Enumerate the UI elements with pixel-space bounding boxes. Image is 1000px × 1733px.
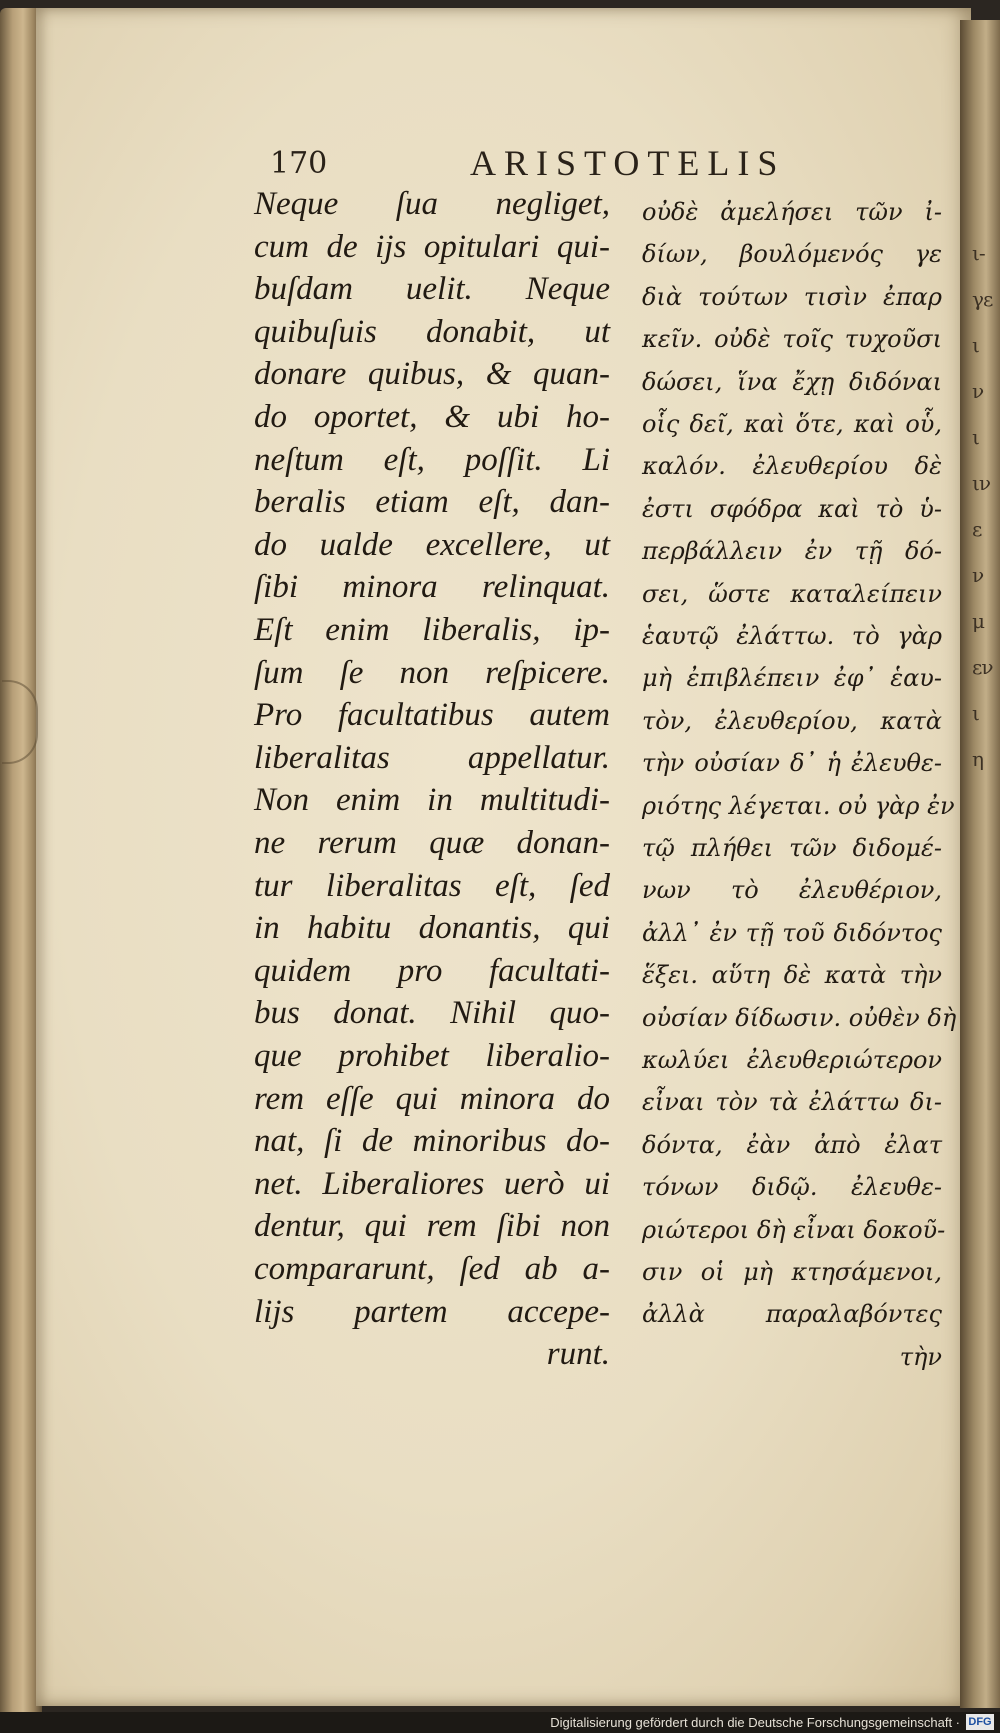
latin-line: donare quibus, & quan-	[254, 356, 610, 393]
latin-line: net. Liberaliores uerò ui	[254, 1165, 610, 1202]
latin-line: buſdam uelit. Neque	[254, 271, 610, 308]
latin-line: Pro facultatibus autem	[254, 697, 610, 734]
running-title: ARISTOTELIS	[470, 143, 786, 183]
greek-line: οὐσίαν δίδωσιν. οὐθὲν δὴ	[642, 1003, 957, 1032]
page-number: 170	[270, 146, 328, 181]
latin-line: rem eſſe qui minora do	[254, 1080, 610, 1117]
latin-line: do ualde excellere, ut	[254, 526, 610, 563]
latin-line: in habitu donantis, qui	[254, 910, 610, 947]
latin-line: beralis etiam eſt, dan-	[254, 484, 610, 521]
greek-line: δόντα, ἐὰν ἀπὸ ἐλατ	[642, 1130, 942, 1159]
greek-line: ἀλλ᾽ ἐν τῇ τοῦ διδόντος	[642, 918, 942, 947]
greek-line: ἀλλὰ παραλαβόντες	[642, 1300, 942, 1329]
greek-line: τόνων διδῷ. ἐλευθε-	[642, 1173, 942, 1202]
latin-line: ſibi minora relinquat.	[254, 569, 610, 606]
latin-line: cum de ijs opitulari qui-	[254, 228, 610, 265]
latin-line: neſtum eſt, poſſit. Li	[254, 441, 610, 478]
latin-line: do oportet, & ubi ho-	[254, 399, 610, 435]
greek-line: ἑαυτῷ ἐλάττω. τὸ γὰρ	[642, 622, 942, 650]
greek-line: τὸν, ἐλευθερίου, κατὰ	[642, 706, 942, 735]
latin-line: dentur, qui rem ſibi non	[254, 1208, 610, 1245]
greek-line: τῷ πλήθει τῶν διδομέ-	[642, 834, 942, 862]
greek-line: τὴν	[899, 1342, 942, 1371]
latin-line: nat, ſi de minoribus do-	[254, 1123, 610, 1160]
greek-line: ἐστι σφόδρα καὶ τὸ ὑ-	[642, 494, 942, 523]
dfg-logo: DFG	[966, 1714, 994, 1730]
latin-line: runt.	[546, 1336, 610, 1373]
latin-line: tur liberalitas eſt, ſed	[254, 867, 610, 904]
latin-line: compararunt, ſed ab a-	[254, 1251, 610, 1287]
greek-line: διὰ τούτων τισὶν ἐπαρ	[642, 282, 942, 311]
latin-line: quidem pro facultati-	[254, 952, 610, 989]
greek-line: κεῖν. οὐδὲ τοῖς τυχοῦσι	[642, 325, 942, 354]
greek-line: ἕξει. αὕτη δὲ κατὰ τὴν	[642, 961, 942, 990]
greek-line: καλόν. ἐλευθερίου δὲ	[642, 452, 942, 481]
greek-line: οἷς δεῖ, καὶ ὅτε, καὶ οὗ,	[642, 410, 942, 438]
greek-line: δίων, βουλόμενός γε	[642, 240, 942, 269]
greek-line: οὐδὲ ἀμελήσει τῶν ἰ-	[642, 198, 942, 226]
latin-line: que prohibet liberalio-	[254, 1038, 610, 1074]
latin-line: bus donat. Nihil quo-	[254, 995, 610, 1032]
greek-line: περβάλλειν ἐν τῇ δό-	[642, 537, 942, 566]
digitization-credit: Digitalisierung gefördert durch die Deutsche Forschungsgemeinschaft ·	[550, 1715, 960, 1730]
latin-line: Neque ſua negliget,	[254, 186, 610, 222]
latin-line: Non enim in multitudi-	[254, 782, 610, 819]
latin-line: liberalitas appellatur.	[254, 739, 610, 776]
adjacent-page-text: ι- γε ι ν ι ιν ε ν μ εν ι η	[972, 241, 993, 771]
greek-line: ριότης λέγεται. οὐ γὰρ ἐν	[642, 791, 955, 820]
greek-line: τὴν οὐσίαν δ᾽ ἡ ἐλευθε-	[642, 749, 942, 778]
greek-line: μὴ ἐπιβλέπειν ἐφ᾽ ἑαυ-	[642, 664, 942, 693]
greek-line: σιν οἱ μὴ κτησάμενοι,	[642, 1258, 942, 1286]
greek-line: δώσει, ἵνα ἔχῃ διδόναι	[642, 367, 942, 396]
greek-line: νων τὸ ἐλευθέριον,	[642, 876, 942, 905]
greek-line: σει, ὥστε καταλείπειν	[642, 579, 942, 608]
latin-line: lijs partem accepe-	[254, 1293, 610, 1330]
greek-line: εἶναι τὸν τὰ ἐλάττω δι-	[642, 1088, 942, 1117]
latin-line: ſum ſe non reſpicere.	[254, 654, 610, 691]
latin-line: ne rerum quæ donan-	[254, 825, 610, 861]
greek-line: ριώτεροι δὴ εἶναι δοκοῦ-	[642, 1215, 946, 1244]
latin-line: Eſt enim liberalis, ip-	[254, 612, 610, 648]
latin-line: quibuſuis donabit, ut	[254, 313, 610, 350]
greek-line: κωλύει ἐλευθεριώτερον	[642, 1046, 942, 1074]
